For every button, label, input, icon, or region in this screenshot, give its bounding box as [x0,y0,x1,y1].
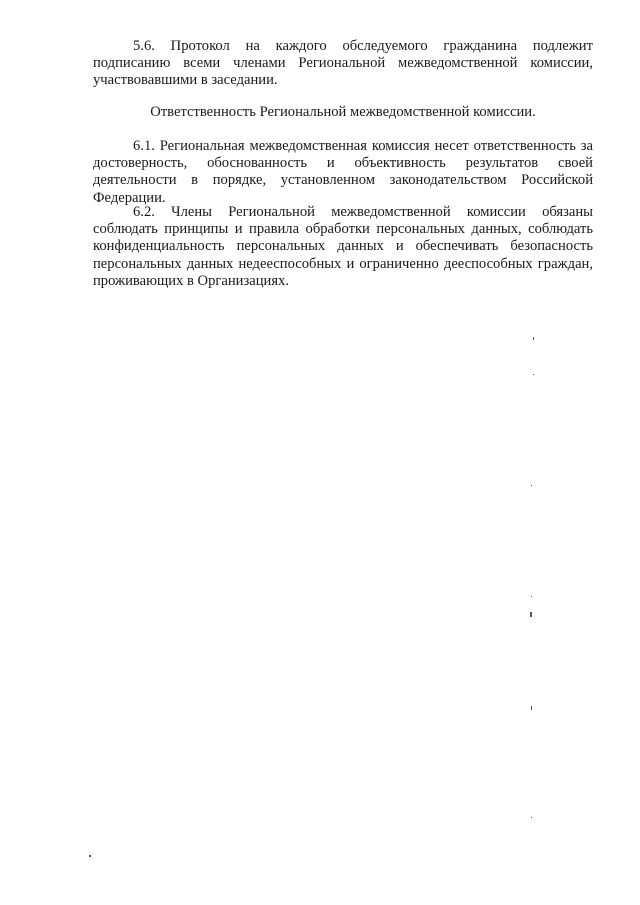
scan-speck [533,374,534,375]
paragraph-5-6: 5.6. Протокол на каждого обследуемого гражданина подлежит подписанию всеми членами Региональной межведомственной комиссии, участвовавшими в заседании. [93,38,593,89]
scan-speck [531,485,532,486]
scan-speck [530,612,532,617]
scan-speck [531,596,532,597]
scan-speck [531,817,532,818]
paragraph-6-2: 6.2. Члены Региональной межведомственной комиссии обязаны соблюдать принципы и правила обработки персональных данных, соблюдать конфиденциальность персональных данных и обеспечивать безопасность персональных данных недееспособных и ограниченно дееспособных граждан, проживающих в Организациях. [93,204,593,289]
paragraph-6-1: 6.1. Региональная межведомственная комиссия несет ответственность за достоверность, обоснованность и объективность результатов своей деятельности в порядке, установленном законодательством Российской Федерации. [93,138,593,206]
scan-speck [533,337,534,340]
scan-speck [531,706,532,710]
scan-speck [89,855,91,857]
section-heading: Ответственность Региональной межведомственной комиссии. [150,104,536,120]
